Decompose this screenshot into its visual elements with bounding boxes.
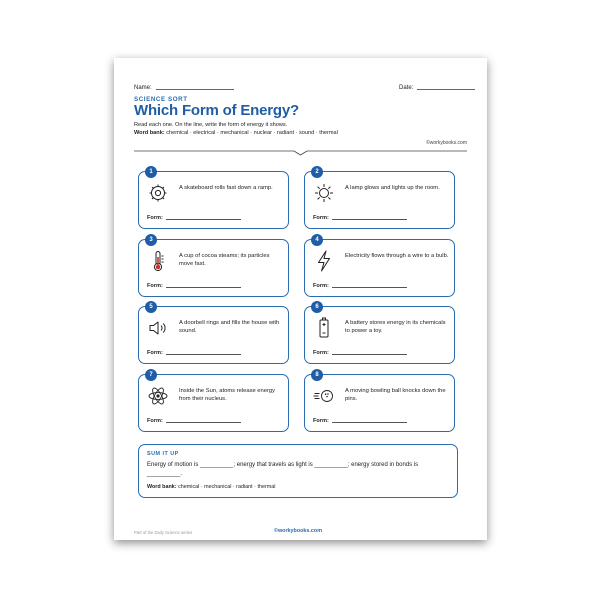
summary-text: Energy of motion is __________; energy that travels as light is __________; energy stored in bonds is __________. bbox=[147, 462, 419, 477]
form-label: Form: bbox=[147, 283, 163, 289]
answer-line[interactable] bbox=[332, 422, 407, 423]
sun-icon bbox=[313, 181, 335, 205]
divider bbox=[134, 148, 467, 156]
card-8 bbox=[304, 374, 455, 432]
date-label: Date: bbox=[399, 85, 414, 91]
card-6 bbox=[304, 306, 455, 364]
summary-word-bank-terms: chemical · mechanical · radiant · thermal bbox=[178, 484, 276, 490]
answer-field[interactable] bbox=[147, 418, 241, 424]
card-5 bbox=[138, 306, 289, 364]
answer-field[interactable] bbox=[313, 283, 407, 289]
answer-field[interactable] bbox=[313, 418, 407, 424]
date-line bbox=[417, 89, 475, 90]
answer-line[interactable] bbox=[166, 422, 241, 423]
answer-field[interactable] bbox=[313, 350, 407, 356]
card-number: 5 bbox=[145, 301, 157, 313]
form-label: Form: bbox=[313, 350, 329, 356]
atom-icon bbox=[147, 384, 169, 408]
answer-line[interactable] bbox=[166, 219, 241, 220]
bowling-ball-icon bbox=[313, 384, 335, 408]
summary-box bbox=[138, 444, 458, 498]
form-label: Form: bbox=[313, 418, 329, 424]
card-number: 8 bbox=[311, 369, 323, 381]
summary-word-bank-label: Word bank: bbox=[147, 484, 177, 490]
card-text: A cup of cocoa steams; its particles move fast. bbox=[179, 253, 270, 267]
word-bank-label: Word bank: bbox=[134, 130, 165, 136]
brand-header: ©workybooks.com bbox=[426, 140, 467, 146]
speaker-icon bbox=[147, 316, 169, 340]
battery-icon bbox=[313, 316, 335, 340]
form-label: Form: bbox=[147, 350, 163, 356]
card-number: 3 bbox=[145, 234, 157, 246]
thermometer-icon bbox=[147, 249, 169, 273]
answer-field[interactable] bbox=[147, 283, 241, 289]
card-number: 6 bbox=[311, 301, 323, 313]
lightning-icon bbox=[313, 249, 335, 273]
card-number: 1 bbox=[145, 166, 157, 178]
card-text: A moving bowling ball knocks down the pins. bbox=[345, 388, 446, 402]
form-label: Form: bbox=[147, 418, 163, 424]
word-bank bbox=[134, 130, 338, 136]
card-number: 2 bbox=[311, 166, 323, 178]
word-bank-terms: chemical · electrical · mechanical · nuclear · radiant · sound · thermal bbox=[166, 130, 338, 136]
card-2 bbox=[304, 171, 455, 229]
gear-icon bbox=[147, 181, 169, 205]
answer-line[interactable] bbox=[332, 219, 407, 220]
summary-word-bank bbox=[147, 484, 275, 490]
answer-field[interactable] bbox=[147, 350, 241, 356]
card-text: Inside the Sun, atoms release energy from their nucleus. bbox=[179, 388, 276, 402]
card-text: A doorbell rings and fills the house with sound. bbox=[179, 320, 280, 334]
card-3 bbox=[138, 239, 289, 297]
name-label: Name: bbox=[134, 85, 152, 91]
instructions: Read each one. On the line, write the form of energy it shows. bbox=[134, 122, 288, 128]
worksheet-page bbox=[114, 58, 487, 540]
card-number: 7 bbox=[145, 369, 157, 381]
summary-heading: SUM IT UP bbox=[147, 451, 179, 457]
card-4 bbox=[304, 239, 455, 297]
footer-series: Part of the Daily Science series bbox=[134, 530, 193, 535]
card-text: A battery stores energy in its chemicals to power a toy. bbox=[345, 320, 446, 334]
answer-field[interactable] bbox=[147, 215, 241, 221]
card-7 bbox=[138, 374, 289, 432]
page-title: Which Form of Energy? bbox=[134, 102, 299, 119]
answer-field[interactable] bbox=[313, 215, 407, 221]
answer-line[interactable] bbox=[332, 354, 407, 355]
answer-line[interactable] bbox=[166, 354, 241, 355]
card-number: 4 bbox=[311, 234, 323, 246]
answer-line[interactable] bbox=[332, 287, 407, 288]
kicker: SCIENCE SORT bbox=[134, 96, 188, 103]
date-field bbox=[399, 85, 475, 91]
name-line bbox=[156, 89, 234, 90]
form-label: Form: bbox=[313, 283, 329, 289]
card-1 bbox=[138, 171, 289, 229]
form-label: Form: bbox=[313, 215, 329, 221]
answer-line[interactable] bbox=[166, 287, 241, 288]
card-text: Electricity flows through a wire to a bulb. bbox=[345, 253, 449, 259]
name-field bbox=[134, 85, 234, 91]
footer-brand: ©workybooks.com bbox=[274, 528, 323, 534]
form-label: Form: bbox=[147, 215, 163, 221]
card-text: A skateboard rolls fast down a ramp. bbox=[179, 185, 273, 191]
card-text: A lamp glows and lights up the room. bbox=[345, 185, 440, 191]
